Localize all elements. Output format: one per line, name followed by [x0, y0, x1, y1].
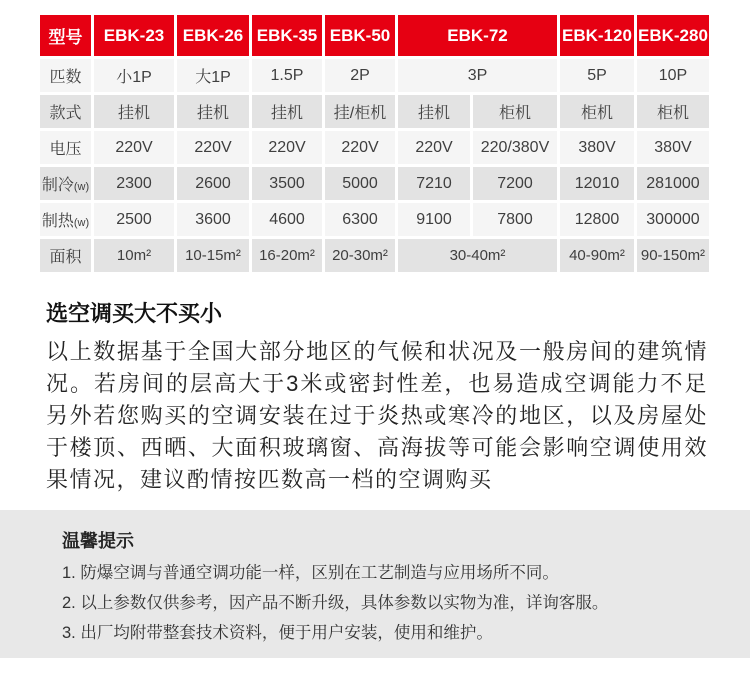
spec-cell: 挂机: [94, 95, 174, 128]
spec-cell: 7210: [398, 167, 470, 200]
spec-cell: 10P: [637, 59, 709, 92]
tips-list: [62, 558, 720, 648]
row-label: 款式: [40, 95, 91, 128]
row-label: 面积: [40, 239, 91, 272]
spec-cell: 281000: [637, 167, 709, 200]
table-header-row: [40, 15, 709, 56]
spec-cell: 90-150m²: [637, 239, 709, 272]
table-row-area: [40, 239, 709, 272]
spec-cell: 9100: [398, 203, 470, 236]
spec-cell: 挂/柜机: [325, 95, 395, 128]
header-cell-model-label: 型号: [40, 15, 91, 56]
header-cell-ebk72: EBK-72: [398, 15, 557, 56]
spec-cell: 220V: [252, 131, 322, 164]
spec-cell: 挂机: [398, 95, 470, 128]
row-label: 制热(w): [40, 203, 91, 236]
spec-cell: 小1P: [94, 59, 174, 92]
header-cell-ebk23: EBK-23: [94, 15, 174, 56]
row-label: 匹数: [40, 59, 91, 92]
spec-cell: 4600: [252, 203, 322, 236]
spec-cell: 5P: [560, 59, 634, 92]
advice-heading: 选空调买大不买小: [46, 301, 223, 326]
spec-table-section: [0, 0, 750, 275]
spec-cell: 2600: [177, 167, 249, 200]
spec-cell: 300000: [637, 203, 709, 236]
spec-cell: 5000: [325, 167, 395, 200]
table-row-voltage: [40, 131, 709, 164]
row-label-unit: (w): [73, 181, 90, 193]
spec-cell: 1.5P: [252, 59, 322, 92]
spec-cell: 2300: [94, 167, 174, 200]
row-label-unit: (w): [73, 217, 90, 229]
tips-item: 1. 防爆空调与普通空调功能一样，区别在工艺制造与应用场所不同。: [62, 564, 559, 582]
spec-cell: 10-15m²: [177, 239, 249, 272]
spec-cell: 220V: [325, 131, 395, 164]
spec-cell: 16-20m²: [252, 239, 322, 272]
tips-item: 3. 出厂均附带整套技术资料，便于用户安装，使用和维护。: [62, 624, 493, 642]
advice-paragraph: 以上数据基于全国大部分地区的气候和状况及一般房间的建筑情况。若房间的层高大于3米或密封性差，也易造成空调能力不足另外若您购买的空调安装在过于炎热或寒冷的地区，以及房屋处于楼顶、西晒、大面积玻璃窗、高海拔等可能会影响空调使用效果情况，建议酌情按匹数高一档的空调购买: [46, 339, 708, 492]
header-cell-ebk280: EBK-280: [637, 15, 709, 56]
table-row-cooling: [40, 167, 709, 200]
spec-cell: 220V: [177, 131, 249, 164]
spec-cell: 3600: [177, 203, 249, 236]
header-cell-ebk35: EBK-35: [252, 15, 322, 56]
spec-cell: 12010: [560, 167, 634, 200]
spec-cell: 3500: [252, 167, 322, 200]
spec-table: [37, 12, 712, 275]
spec-cell: 7800: [473, 203, 557, 236]
spec-cell: 柜机: [637, 95, 709, 128]
spec-cell: 大1P: [177, 59, 249, 92]
spec-cell: 20-30m²: [325, 239, 395, 272]
spec-cell: 3P: [398, 59, 557, 92]
row-label: 电压: [40, 131, 91, 164]
spec-cell: 挂机: [177, 95, 249, 128]
spec-cell: 220V: [94, 131, 174, 164]
header-cell-ebk120: EBK-120: [560, 15, 634, 56]
spec-cell: 7200: [473, 167, 557, 200]
spec-cell: 220/380V: [473, 131, 557, 164]
spec-cell: 2500: [94, 203, 174, 236]
tips-box: [0, 510, 750, 658]
spec-cell: 12800: [560, 203, 634, 236]
spec-cell: 6300: [325, 203, 395, 236]
advice-section: [46, 299, 710, 496]
table-row-horsepower: [40, 59, 709, 92]
spec-cell: 40-90m²: [560, 239, 634, 272]
spec-cell: 220V: [398, 131, 470, 164]
spec-cell: 10m²: [94, 239, 174, 272]
row-label: 制冷(w): [40, 167, 91, 200]
header-cell-ebk26: EBK-26: [177, 15, 249, 56]
spec-cell: 柜机: [560, 95, 634, 128]
header-cell-ebk50: EBK-50: [325, 15, 395, 56]
spec-cell: 380V: [637, 131, 709, 164]
spec-cell: 2P: [325, 59, 395, 92]
tips-item: 2. 以上参数仅供参考，因产品不断升级，具体参数以实物为准，详询客服。: [62, 594, 609, 612]
spec-cell: 柜机: [473, 95, 557, 128]
tips-heading: 温馨提示: [62, 531, 134, 551]
table-row-style: [40, 95, 709, 128]
table-row-heating: [40, 203, 709, 236]
spec-cell: 380V: [560, 131, 634, 164]
spec-cell: 挂机: [252, 95, 322, 128]
spec-cell: 30-40m²: [398, 239, 557, 272]
